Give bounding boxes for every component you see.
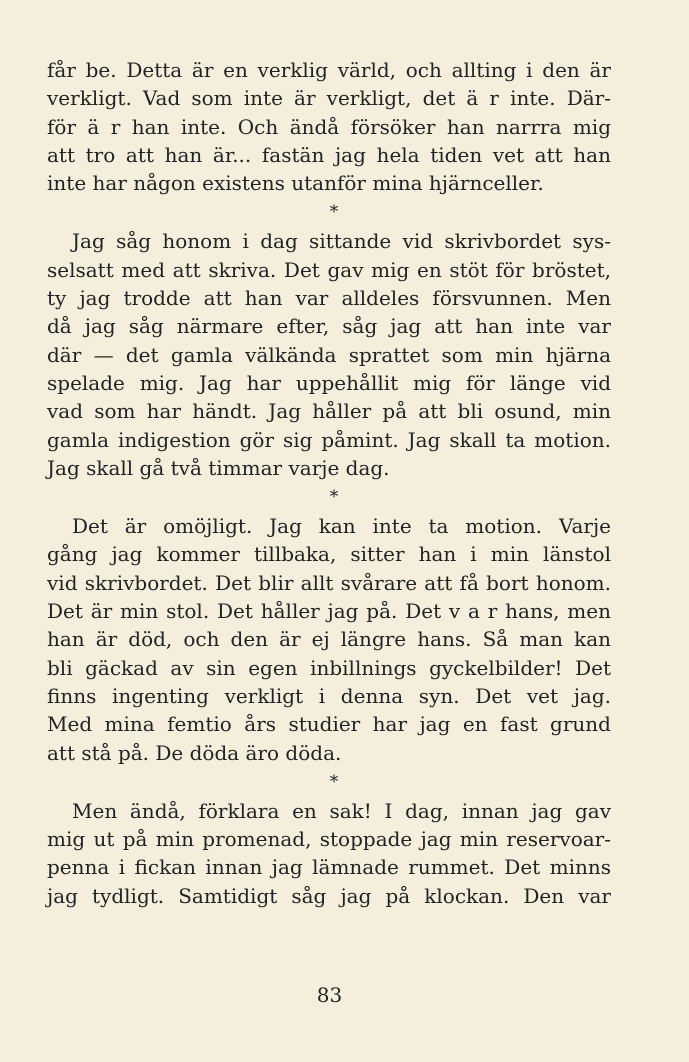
text-line: gång jag kommer tillbaka, sitter han i min länstol — [47, 542, 611, 567]
text-line: jag tydligt. Samtidigt såg jag på klockan. Den var — [47, 883, 611, 908]
text-line: får be. Detta är en verklig värld, och allting i den är — [47, 58, 611, 82]
paragraph-4 — [47, 797, 611, 910]
page-body — [47, 56, 611, 910]
text-line: för ä r han inte. Och ändå försöker han narrra mig — [47, 114, 611, 139]
section-separator: * — [329, 487, 339, 508]
text-line: ty jag trodde att han var alldeles försvunnen. Men — [47, 286, 611, 311]
text-line: selsatt med att skriva. Det gav mig en stöt för bröstet, — [47, 257, 611, 282]
text-line: där — det gamla välkända sprattet som min hjärna — [47, 342, 611, 367]
text-line: bli gäckad av sin egen inbillnings gyckelbilder! Det — [47, 655, 611, 680]
paragraph-3 — [47, 512, 611, 767]
text-line: då jag såg närmare efter, såg jag att han inte var — [47, 314, 611, 339]
text-line: verkligt. Vad som inte är verkligt, det ä r inte. Där- — [47, 86, 611, 111]
text-line: spelade mig. Jag har uppehållit mig för länge vid — [47, 370, 611, 395]
section-separator: * — [329, 202, 339, 223]
text-line: Jag skall gå två timmar varje dag. — [47, 455, 390, 480]
text-line: finns ingenting verkligt i denna syn. Det vet jag. — [47, 683, 611, 708]
text-line: att stå på. De döda äro döda. — [47, 740, 342, 765]
paragraph-2 — [47, 227, 611, 482]
text-line: han är död, och den är ej längre hans. Så man kan — [47, 627, 611, 652]
text-line: gamla indigestion gör sig påmint. Jag skall ta motion. — [47, 427, 611, 452]
text-line: vid skrivbordet. Det blir allt svårare att få bort honom. — [47, 570, 611, 595]
text-line: Det är omöjligt. Jag kan inte ta motion. Varje — [72, 514, 611, 539]
text-line: Men ändå, förklara en sak! I dag, innan jag gav — [72, 798, 611, 823]
text-line: mig ut på min promenad, stoppade jag min reservoar- — [47, 827, 611, 852]
text-line: vad som har händt. Jag håller på att bli osund, min — [47, 399, 611, 424]
section-separator: * — [329, 771, 339, 792]
text-line: Det är min stol. Det håller jag på. Det v a r hans, men — [47, 599, 611, 624]
text-line: penna i fickan innan jag lämnade rummet. Det minns — [47, 855, 611, 880]
paragraph-1 — [47, 56, 611, 197]
text-line: Jag såg honom i dag sittande vid skrivbordet sys- — [72, 229, 611, 254]
text-line: Med mina femtio års studier har jag en fast grund — [47, 712, 611, 737]
text-line: att tro att han är... fastän jag hela tiden vet att han — [47, 142, 611, 167]
text-line: inte har någon existens utanför mina hjärnceller. — [47, 171, 544, 196]
page-number: 83 — [316, 983, 343, 1007]
